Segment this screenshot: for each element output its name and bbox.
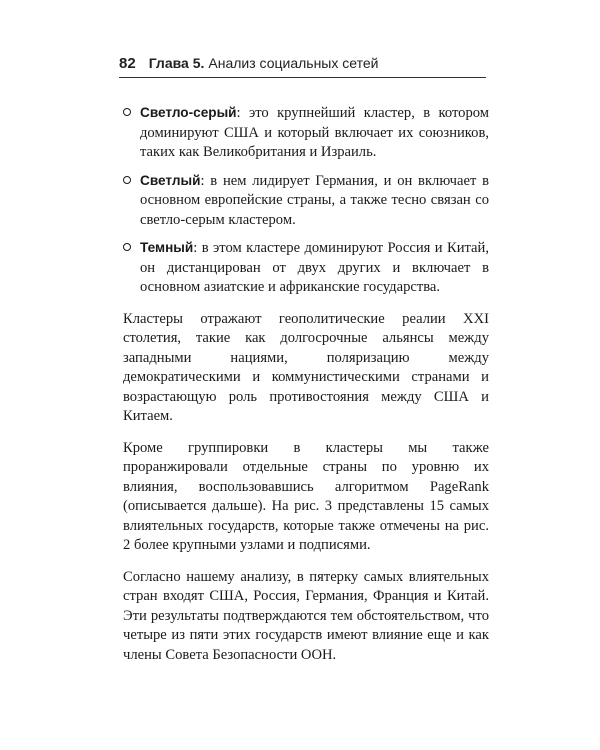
- paragraph-top-five: Согласно нашему анализу, в пятерку самых влиятельных стран входят США, Россия, Германия, Франция и Китай. Эти результаты подтверждаются тем обстоятельством, что четыре из пяти этих государств имеют влияние еще и как члены Совета Безопасности ООН.: [123, 568, 489, 663]
- bullet-item-dark: [123, 238, 489, 298]
- bullet-item-light-gray: [123, 103, 489, 163]
- paragraph-clusters: Кластеры отражают геополитические реалии XXI столетия, такие как долгосрочные альянсы между западными нациями, поляризацию между демократическими и коммунистическими странами и возрастающую роль противостояния между США и Китаем.: [123, 310, 489, 424]
- circle-bullet-icon: [123, 176, 131, 184]
- paragraph-pagerank: Кроме группировки в кластеры мы также проранжировали отдельные страны по уровню их влияния, воспользовавшись алгоритмом PageRank (описывается дальше). На рис. 3 представлены 15 самых влиятельных государств, которые также отмечены на рис. 2 более крупными узлами и подписями.: [123, 439, 489, 553]
- page-number: 82: [119, 55, 136, 72]
- chapter-title: Анализ социальных сетей: [208, 55, 379, 71]
- bullet-term: Светло-серый: [140, 105, 237, 120]
- chapter-label: Глава 5.: [148, 55, 205, 71]
- bullet-text: : в этом кластере доминируют Россия и Китай, он дистанцирован от двух других и включает в основном азиатские и африканские государства.: [140, 240, 489, 295]
- bullet-text: : в нем лидирует Германия, и он включает в основном европейские страны, а также тесно связан со светло-серым кластером.: [140, 172, 489, 228]
- running-header: [119, 55, 486, 77]
- bullet-item-light: [123, 171, 489, 231]
- header-rule: [119, 77, 486, 78]
- circle-bullet-icon: [123, 243, 131, 251]
- bullet-text: : это крупнейший кластер, в котором доминируют США и который включает их союзников, таких как Великобритания и Израиль.: [140, 105, 489, 160]
- page-body: [123, 103, 489, 665]
- circle-bullet-icon: [123, 108, 131, 116]
- bullet-term: Темный: [140, 240, 194, 255]
- bullet-term: Светлый: [140, 172, 201, 188]
